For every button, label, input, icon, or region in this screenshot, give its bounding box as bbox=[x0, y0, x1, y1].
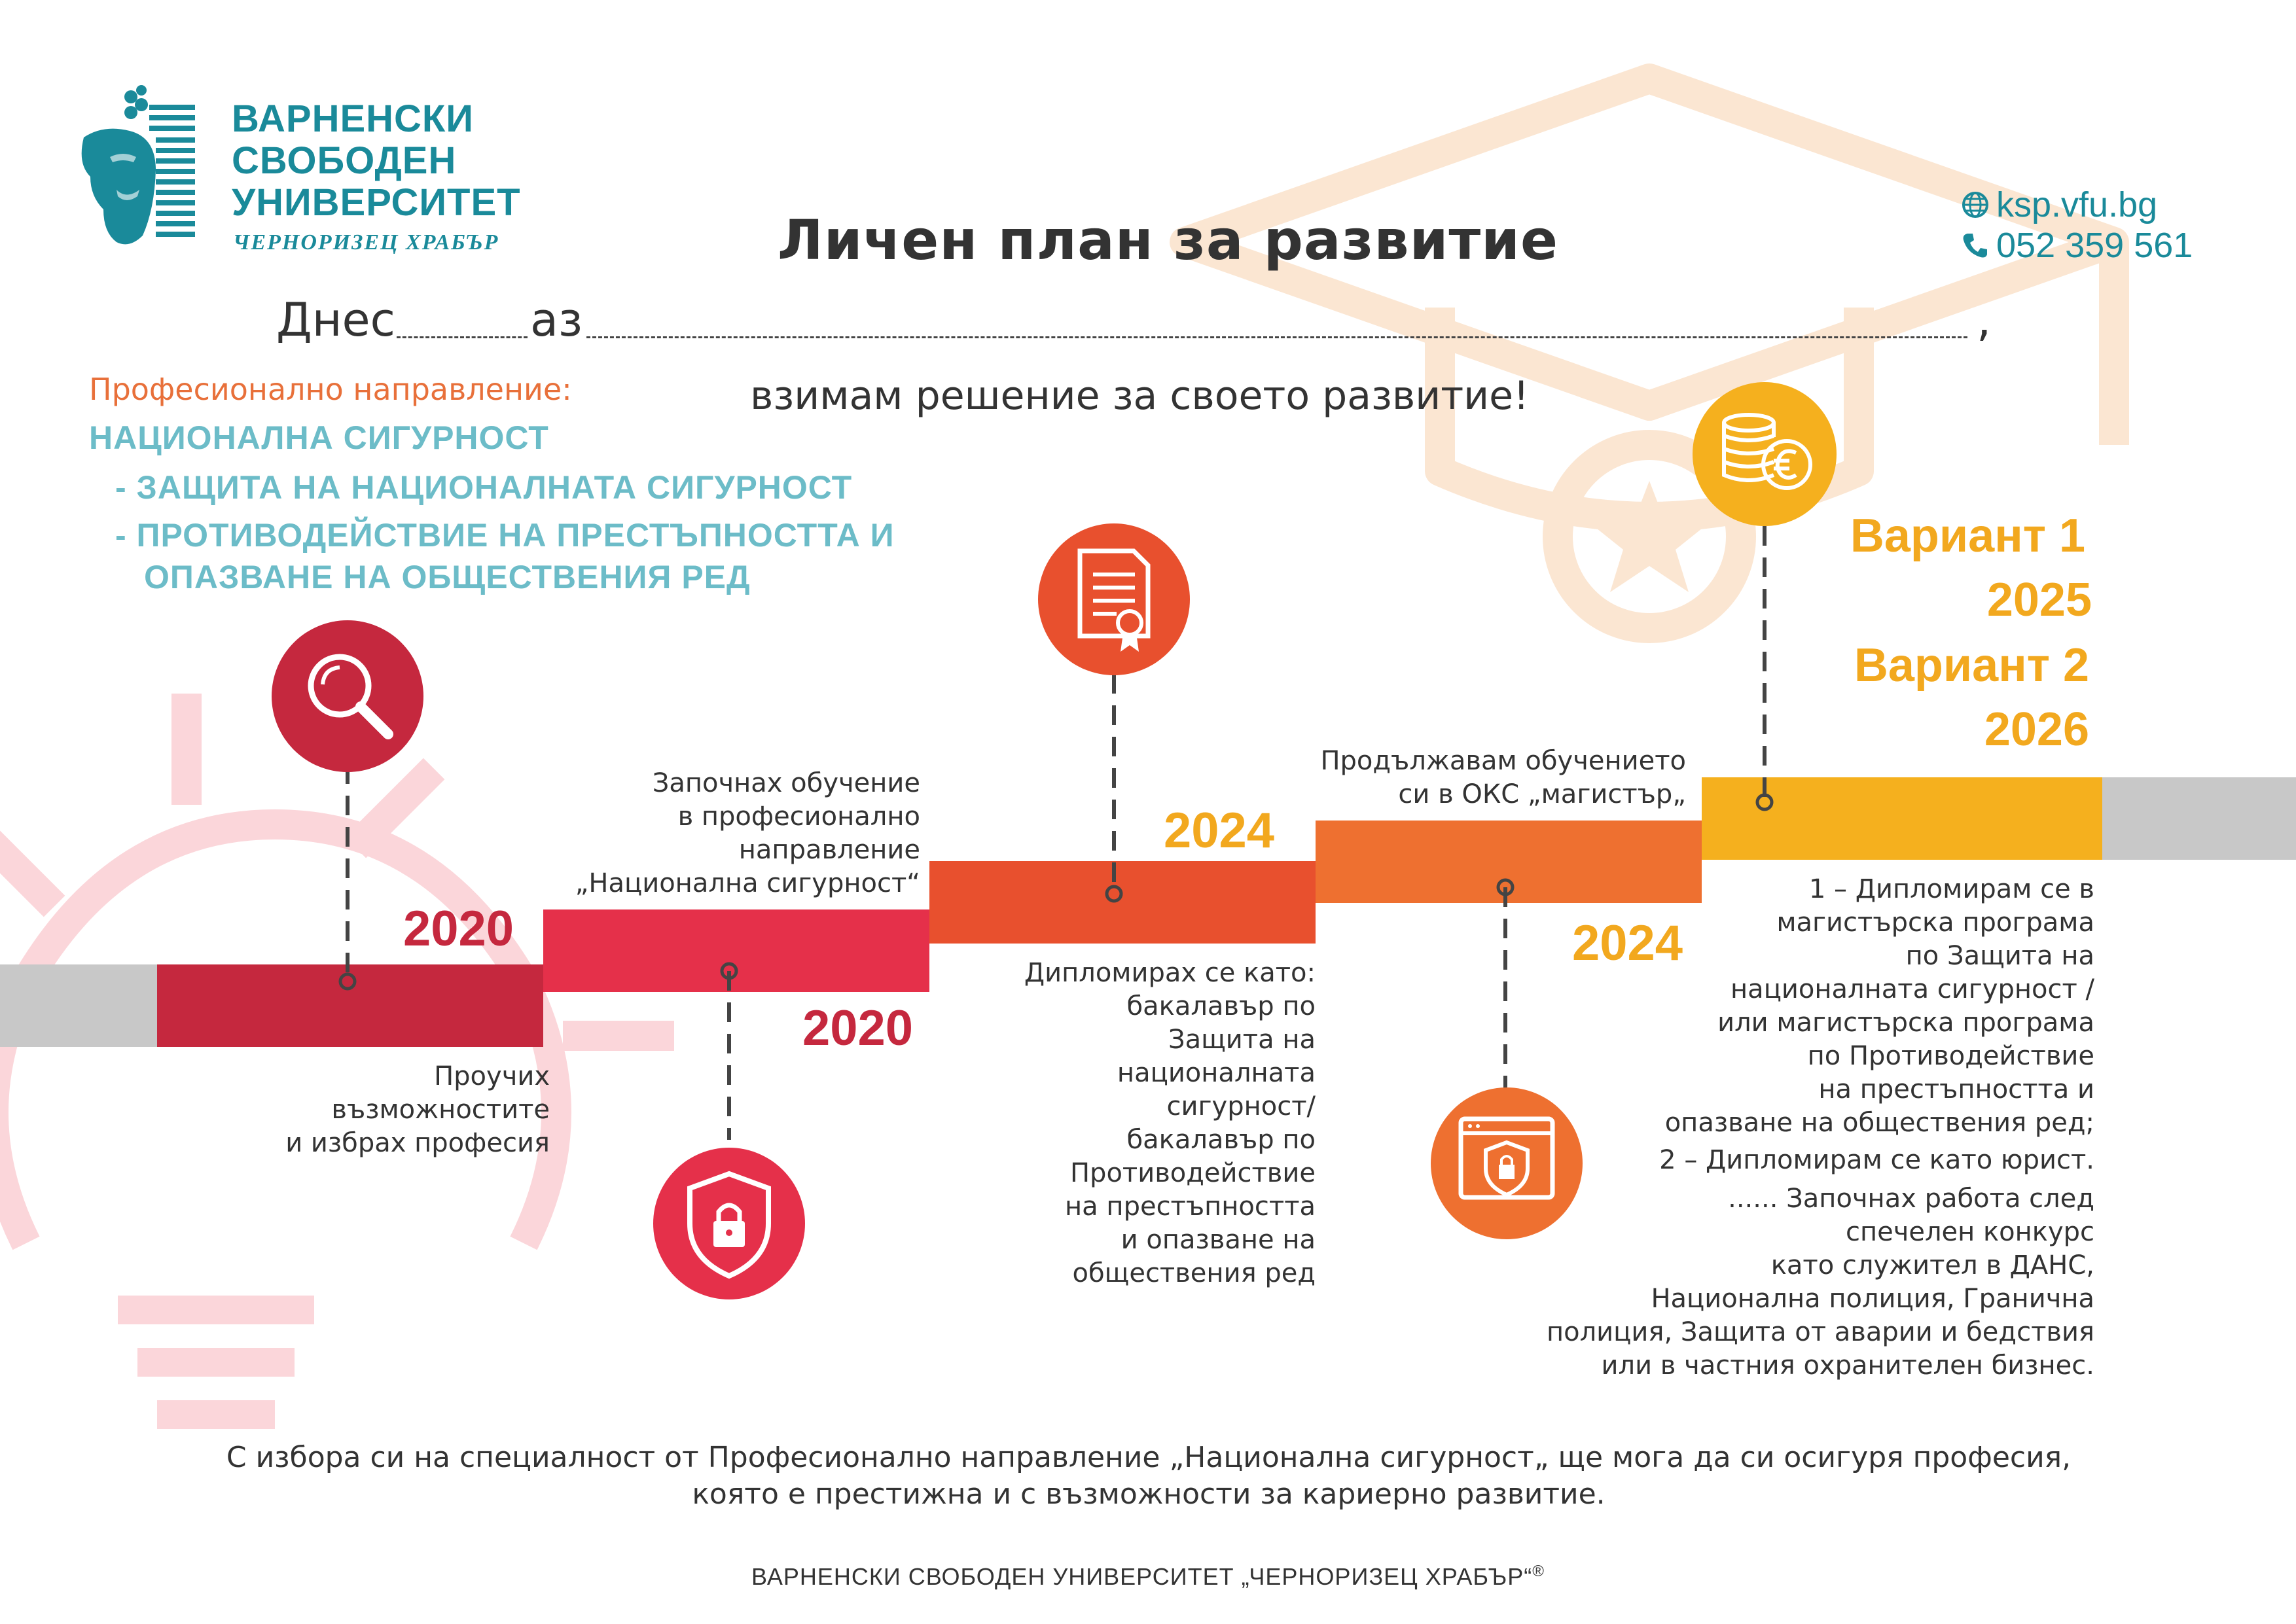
step5-line: магистърска програма bbox=[1776, 908, 2094, 938]
timeline-bar-1 bbox=[157, 964, 543, 1047]
certificate-icon bbox=[1038, 523, 1190, 675]
step4-line: Продължавам обучението bbox=[1320, 746, 1686, 776]
step2-line: направление bbox=[738, 835, 920, 865]
step5-line: 1 – Дипломирам се в bbox=[1808, 874, 2094, 904]
step3-line: националната bbox=[1117, 1058, 1316, 1088]
step1-year: 2020 bbox=[403, 901, 514, 957]
page-title: Личен план за развитие bbox=[778, 208, 1558, 272]
step3-line: бакалавър по bbox=[1126, 991, 1316, 1021]
step2-line: „Национална сигурност“ bbox=[575, 868, 920, 898]
step1-line: и избрах професия bbox=[285, 1128, 550, 1158]
step5-line: Национална полиция, Гранична bbox=[1651, 1284, 2094, 1314]
step4-text bbox=[1257, 745, 1686, 811]
date-input-line[interactable] bbox=[397, 336, 528, 338]
step3-line: Противодействие bbox=[1069, 1158, 1316, 1188]
variant-2-label: Вариант 2 bbox=[1854, 639, 2089, 692]
phone-icon bbox=[1961, 231, 1990, 260]
step5-line: ...... Започнах работа след bbox=[1728, 1184, 2094, 1214]
step3-line: и опазване на bbox=[1121, 1225, 1316, 1255]
field-item-2: - ПРОТИВОДЕЙСТВИЕ НА ПРЕСТЪПНОСТТА И bbox=[115, 517, 895, 554]
step5-text bbox=[1407, 873, 2094, 1383]
contact-block bbox=[1961, 185, 2193, 266]
registered-mark: ® bbox=[1532, 1562, 1545, 1580]
phone-number[interactable]: 052 359 561 bbox=[1996, 226, 2193, 265]
step5-line: 2 – Дипломирам се като юрист. bbox=[1659, 1145, 2094, 1175]
step2-line: в професионално bbox=[677, 802, 920, 832]
step4-year: 2024 bbox=[1572, 915, 1683, 971]
timeline-bar-3 bbox=[929, 861, 1316, 944]
step3-line: сигурност/ bbox=[1166, 1091, 1316, 1121]
variant-2-year: 2026 bbox=[1984, 703, 2089, 756]
shield-lock-icon bbox=[653, 1148, 805, 1299]
footer-line-1: С избора си на специалност от Професионално направление „Национална сигурност„ ще мога да си осигуря професия, bbox=[226, 1441, 2072, 1474]
step2-line: Започнах обучение bbox=[652, 768, 920, 798]
step3-line: Защита на bbox=[1168, 1025, 1316, 1055]
step3-line: Дипломирах се като: bbox=[1024, 958, 1316, 988]
variant-1-year: 2025 bbox=[1986, 574, 2092, 626]
timeline-bar-2 bbox=[543, 909, 929, 992]
step5-line: по Защита на bbox=[1905, 941, 2094, 971]
decision-text: взимам решение за своето развитие! bbox=[750, 373, 1530, 419]
field-label: Професионално направление: bbox=[89, 372, 572, 407]
step2-year: 2020 bbox=[802, 1000, 914, 1056]
globe-icon bbox=[1961, 190, 1990, 219]
step3-line: на престъпността bbox=[1065, 1192, 1316, 1222]
footer-line-2: която е престижна и с възможности за кариерно развитие. bbox=[692, 1477, 1605, 1511]
logo-line-1: ВАРНЕНСКИ bbox=[232, 97, 474, 140]
step3-text bbox=[956, 957, 1316, 1290]
step5-line: националната сигурност / bbox=[1731, 974, 2094, 1004]
step3-year: 2024 bbox=[1164, 803, 1275, 858]
timeline-bar-5 bbox=[1702, 777, 2102, 860]
footer-university-name: ВАРНЕНСКИ СВОБОДЕН УНИВЕРСИТЕТ „ЧЕРНОРИЗЕЦ ХРАБЪР“ bbox=[751, 1563, 1533, 1590]
today-label: Днес bbox=[276, 293, 396, 347]
university-emblem-icon bbox=[77, 85, 202, 255]
step1-text bbox=[223, 1060, 550, 1160]
step1-line: Проучих bbox=[434, 1061, 550, 1091]
step5-line: полиция, Защита от аварии и бедствия bbox=[1546, 1317, 2094, 1347]
step3-line: обществения ред bbox=[1072, 1258, 1316, 1288]
field-name: НАЦИОНАЛНА СИГУРНОСТ bbox=[89, 419, 549, 456]
step5-line: опазване на обществения ред; bbox=[1664, 1108, 2094, 1138]
step5-line: по Противодействие bbox=[1807, 1041, 2094, 1071]
footer-statement bbox=[118, 1439, 2179, 1513]
step5-line: като служител в ДАНС, bbox=[1770, 1250, 2094, 1280]
comma: , bbox=[1977, 293, 1992, 347]
step3-line: бакалавър по bbox=[1126, 1125, 1316, 1155]
variant-1-label: Вариант 1 bbox=[1850, 510, 2085, 562]
step5-line: или в частния охранителен бизнес. bbox=[1601, 1350, 2094, 1381]
coins-euro-icon bbox=[1693, 382, 1837, 526]
today-line bbox=[276, 293, 2004, 352]
step2-text bbox=[528, 767, 920, 900]
field-item-1: - ЗАЩИТА НА НАЦИОНАЛНАТА СИГУРНОСТ bbox=[115, 469, 853, 506]
az-label: аз bbox=[530, 293, 583, 347]
university-logo[interactable] bbox=[77, 85, 548, 262]
magnifier-icon bbox=[272, 620, 423, 772]
field-item-3: ОПАЗВАНЕ НА ОБЩЕСТВЕНИЯ РЕД bbox=[144, 559, 751, 595]
step5-line: на престъпността и bbox=[1818, 1074, 2094, 1104]
timeline-end-bar bbox=[2102, 777, 2296, 860]
step5-line: спечелен конкурс bbox=[1845, 1217, 2094, 1247]
timeline-start-bar bbox=[0, 964, 157, 1047]
step4-line: си в ОКС „магистър„ bbox=[1398, 779, 1686, 809]
professional-field bbox=[89, 372, 1005, 598]
footer-university bbox=[0, 1562, 2296, 1591]
website-link[interactable]: ksp.vfu.bg bbox=[1996, 185, 2158, 224]
step1-line: възможностите bbox=[331, 1095, 550, 1125]
logo-subtitle: ЧЕРНОРИЗЕЦ ХРАБЪР bbox=[233, 230, 499, 255]
name-input-line[interactable] bbox=[586, 336, 1967, 338]
step5-line: или магистърска програма bbox=[1717, 1008, 2094, 1038]
logo-line-3: УНИВЕРСИТЕТ bbox=[232, 181, 521, 224]
logo-line-2: СВОБОДЕН bbox=[232, 139, 457, 182]
